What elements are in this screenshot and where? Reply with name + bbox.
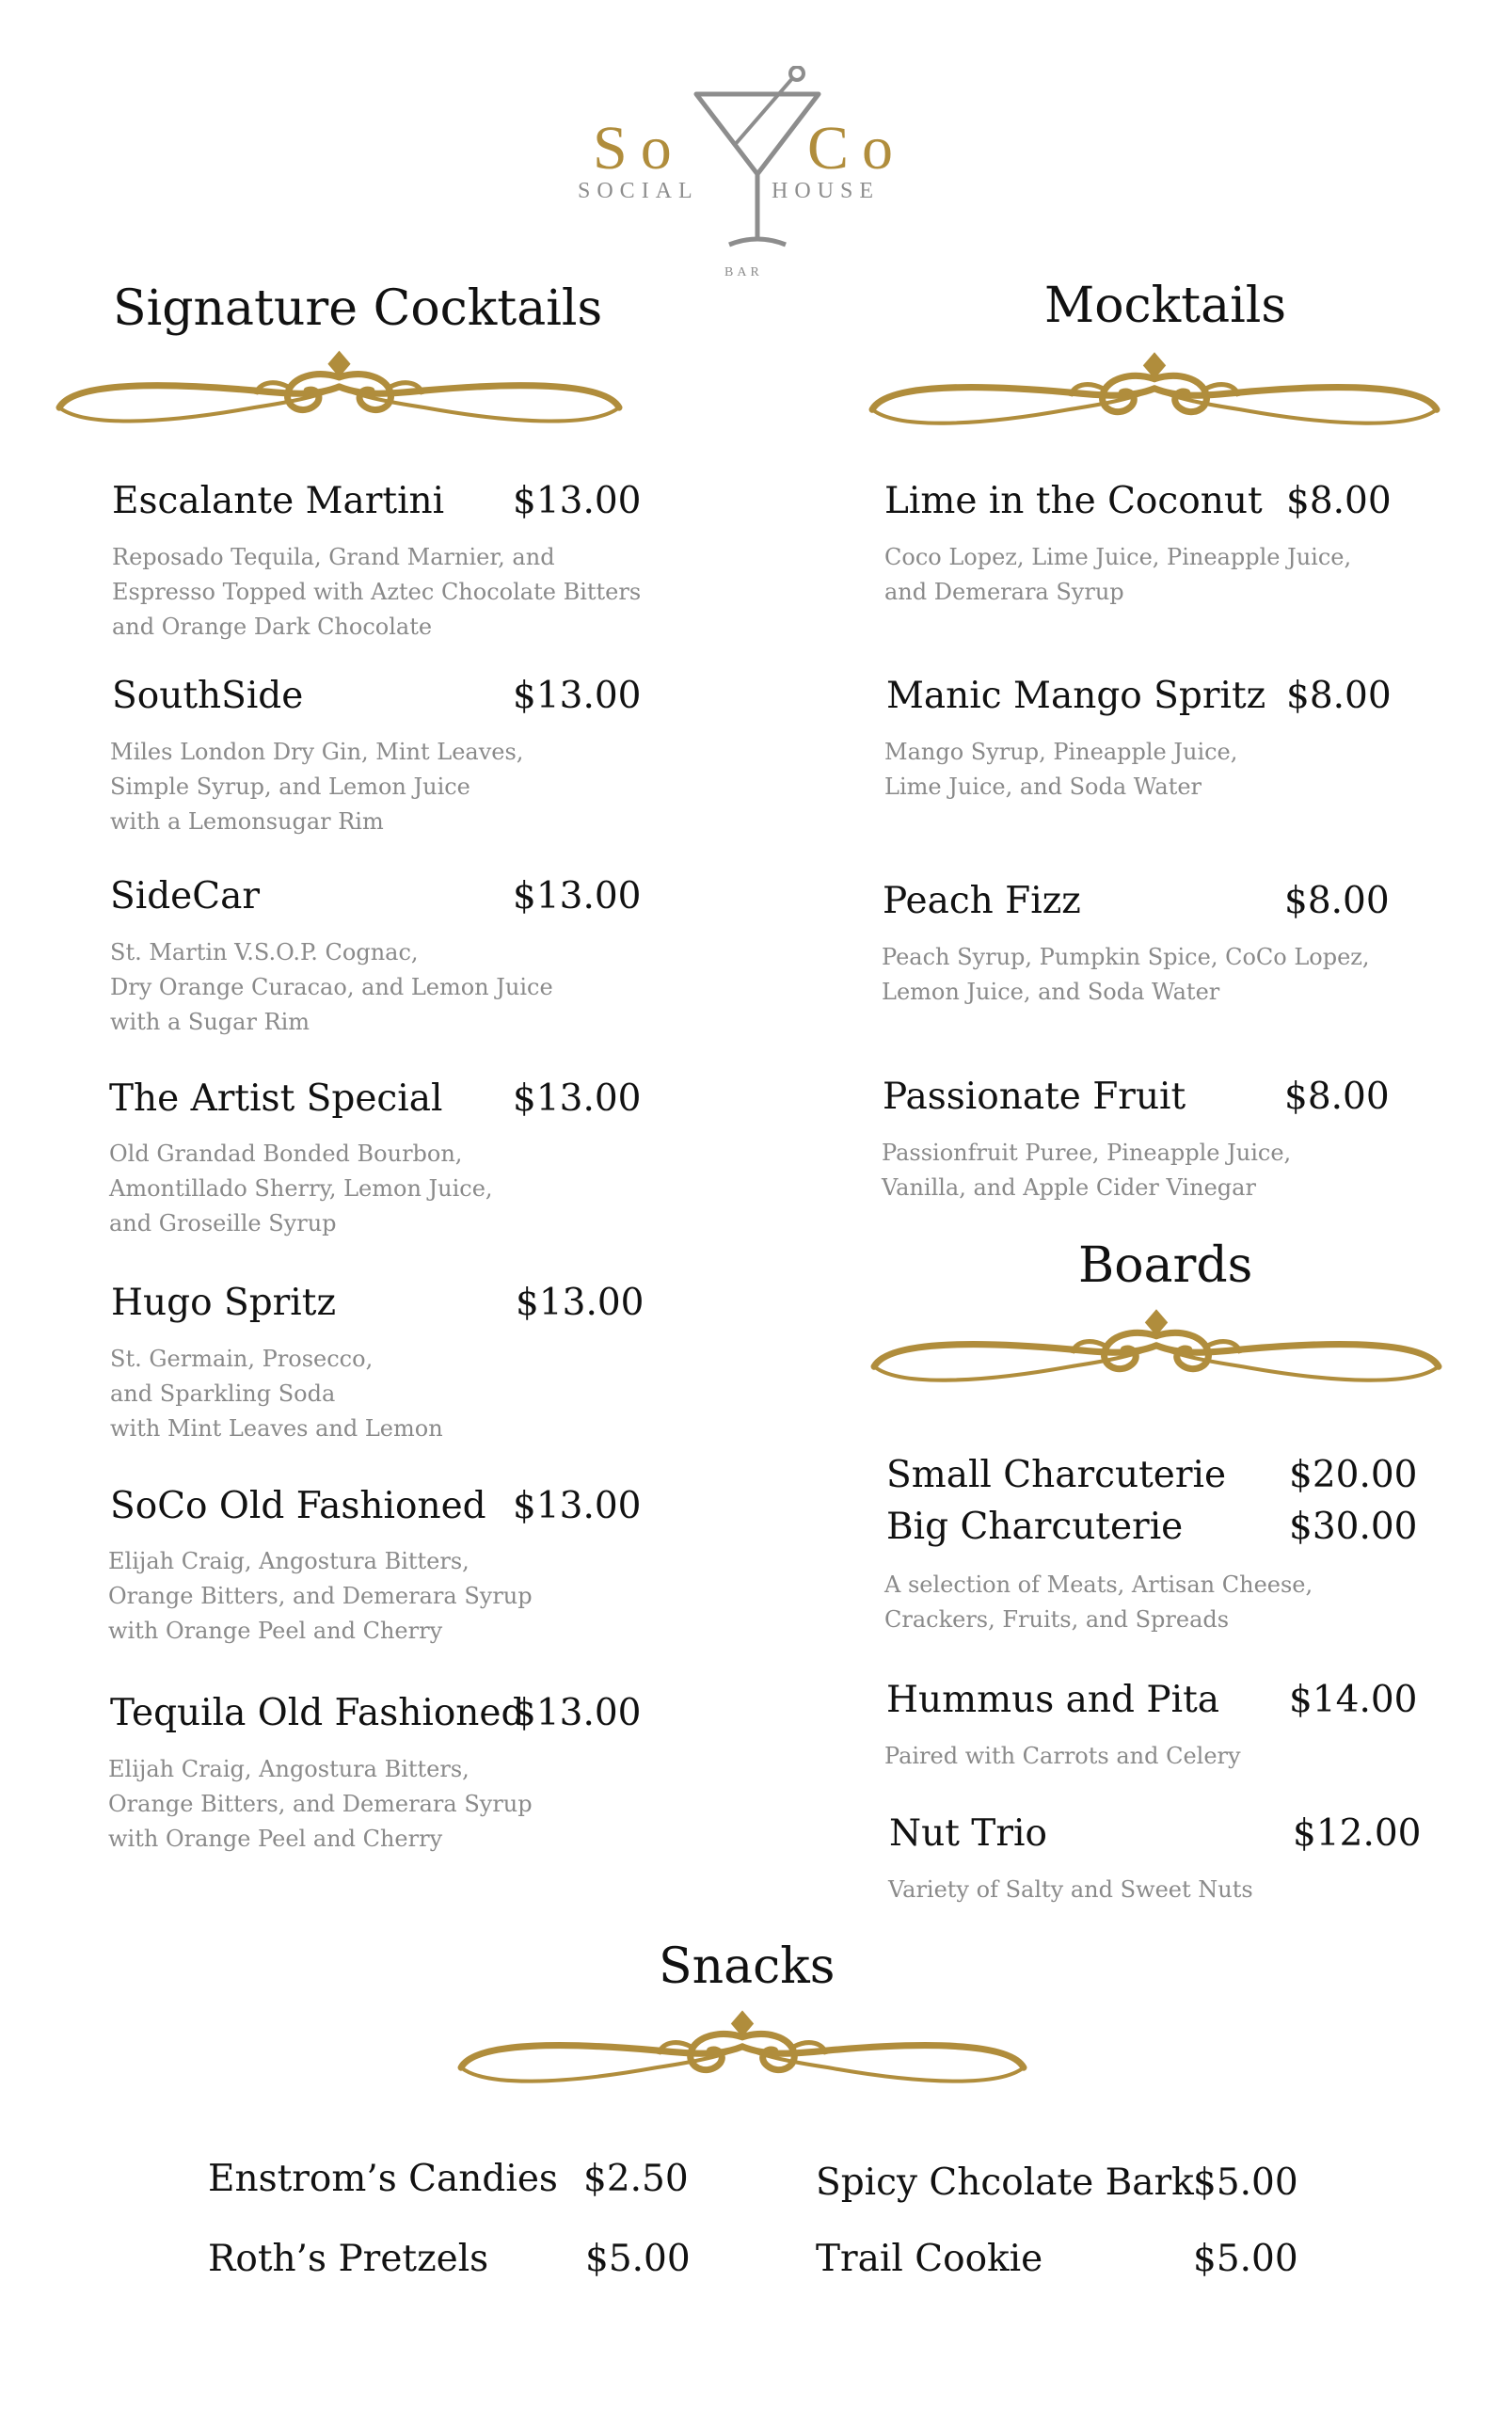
item-price: $2.50 <box>583 2158 689 2200</box>
mocktails-title: Mocktails <box>1044 278 1287 334</box>
item-name: Hugo Spritz <box>111 1282 336 1324</box>
item-desc-line: Elijah Craig, Angostura Bitters, <box>108 1548 470 1574</box>
logo <box>565 56 941 292</box>
item-desc-line: Lime Juice, and Soda Water <box>884 774 1202 800</box>
item-desc-line: and Demerara Syrup <box>884 579 1124 605</box>
ornament-divider-icon <box>869 1303 1443 1407</box>
item-price: $14.00 <box>1289 1679 1418 1721</box>
item-name: Small Charcuterie <box>886 1454 1227 1496</box>
item-price: $13.00 <box>513 480 642 522</box>
logo-house: HOUSE <box>772 179 881 203</box>
item-name: Lime in the Coconut <box>884 480 1263 522</box>
item-desc-line: Dry Orange Curacao, and Lemon Juice <box>110 974 553 1000</box>
item-name: Manic Mango Spritz <box>886 675 1266 717</box>
item-desc-line: Paired with Carrots and Celery <box>884 1743 1241 1769</box>
item-name: Enstrom’s Candies <box>208 2158 558 2200</box>
item-price: $13.00 <box>516 1282 645 1324</box>
ornament-divider-icon <box>456 2004 1028 2108</box>
boards-title: Boards <box>1078 1237 1253 1294</box>
logo-bar: BAR <box>724 265 763 279</box>
item-desc-line: Vanilla, and Apple Cider Vinegar <box>882 1174 1256 1201</box>
item-desc-line: Orange Bitters, and Demerara Syrup <box>108 1791 533 1817</box>
item-name: Escalante Martini <box>112 480 445 522</box>
item-name: Spicy Chcolate Bark <box>816 2162 1194 2204</box>
snacks-title: Snacks <box>659 1938 836 1995</box>
item-price: $13.00 <box>513 1077 642 1120</box>
item-name: The Artist Special <box>109 1077 443 1120</box>
item-desc-line: Variety of Salty and Sweet Nuts <box>888 1876 1253 1903</box>
item-name: Tequila Old Fashioned <box>110 1692 525 1734</box>
logo-co: Co <box>807 114 907 183</box>
item-name: Peach Fizz <box>883 880 1081 922</box>
item-price: $8.00 <box>1284 1076 1390 1118</box>
item-price: $13.00 <box>513 1485 642 1527</box>
item-price: $8.00 <box>1284 880 1390 922</box>
item-desc-line: with a Lemonsugar Rim <box>110 808 384 835</box>
item-price: $12.00 <box>1293 1812 1422 1855</box>
item-desc-line: with Mint Leaves and Lemon <box>110 1415 443 1442</box>
item-desc-line: Coco Lopez, Lime Juice, Pineapple Juice, <box>884 544 1352 570</box>
item-desc-line: Passionfruit Puree, Pineapple Juice, <box>882 1140 1292 1166</box>
item-desc-line: Old Grandad Bonded Bourbon, <box>109 1141 463 1167</box>
item-desc-line: with Orange Peel and Cherry <box>108 1826 443 1852</box>
item-name: SideCar <box>110 875 260 917</box>
item-desc-line: Espresso Topped with Aztec Chocolate Bitters <box>112 579 642 605</box>
item-desc-line: and Sparkling Soda <box>110 1380 336 1407</box>
item-price: $30.00 <box>1289 1506 1418 1548</box>
item-price: $13.00 <box>513 675 642 717</box>
item-price: $5.00 <box>1193 2162 1298 2204</box>
item-name: Roth’s Pretzels <box>208 2238 489 2280</box>
item-name: Trail Cookie <box>816 2238 1043 2280</box>
item-desc-line: with a Sugar Rim <box>110 1009 310 1035</box>
logo-so: So <box>593 114 685 183</box>
item-price: $8.00 <box>1286 675 1392 717</box>
item-name: Big Charcuterie <box>886 1506 1184 1548</box>
item-desc-line: St. Martin V.S.O.P. Cognac, <box>110 939 419 965</box>
item-name: Hummus and Pita <box>886 1679 1219 1721</box>
item-desc-line: Elijah Craig, Angostura Bitters, <box>108 1756 470 1782</box>
item-desc-line: and Groseille Syrup <box>109 1210 337 1236</box>
item-name: SouthSide <box>112 675 304 717</box>
item-desc-line: Miles London Dry Gin, Mint Leaves, <box>110 739 524 765</box>
item-price: $5.00 <box>1193 2238 1298 2280</box>
item-price: $20.00 <box>1289 1454 1418 1496</box>
item-desc-line: and Orange Dark Chocolate <box>112 614 433 640</box>
item-price: $13.00 <box>513 875 642 917</box>
item-name: SoCo Old Fashioned <box>110 1485 486 1527</box>
item-desc-line: Peach Syrup, Pumpkin Spice, CoCo Lopez, <box>882 944 1370 970</box>
item-desc-line: A selection of Meats, Artisan Cheese, <box>884 1571 1313 1598</box>
item-desc-line: Mango Syrup, Pineapple Juice, <box>884 739 1238 765</box>
item-desc-line: Lemon Juice, and Soda Water <box>882 979 1220 1005</box>
item-desc-line: Amontillado Sherry, Lemon Juice, <box>109 1175 493 1202</box>
item-desc-line: Crackers, Fruits, and Spreads <box>884 1606 1230 1633</box>
item-desc-line: with Orange Peel and Cherry <box>108 1618 443 1644</box>
signature-title: Signature Cocktails <box>113 280 603 337</box>
item-desc-line: Simple Syrup, and Lemon Juice <box>110 774 470 800</box>
ornament-divider-icon <box>867 346 1441 450</box>
item-name: Passionate Fruit <box>883 1076 1186 1118</box>
item-desc-line: St. Germain, Prosecco, <box>110 1346 374 1372</box>
item-desc-line: Orange Bitters, and Demerara Syrup <box>108 1583 533 1609</box>
item-price: $8.00 <box>1286 480 1392 522</box>
item-name: Nut Trio <box>889 1812 1047 1855</box>
ornament-divider-icon <box>55 344 624 448</box>
logo-social: SOCIAL <box>578 179 699 203</box>
item-price: $13.00 <box>513 1692 642 1734</box>
item-desc-line: Reposado Tequila, Grand Marnier, and <box>112 544 555 570</box>
item-price: $5.00 <box>585 2238 691 2280</box>
